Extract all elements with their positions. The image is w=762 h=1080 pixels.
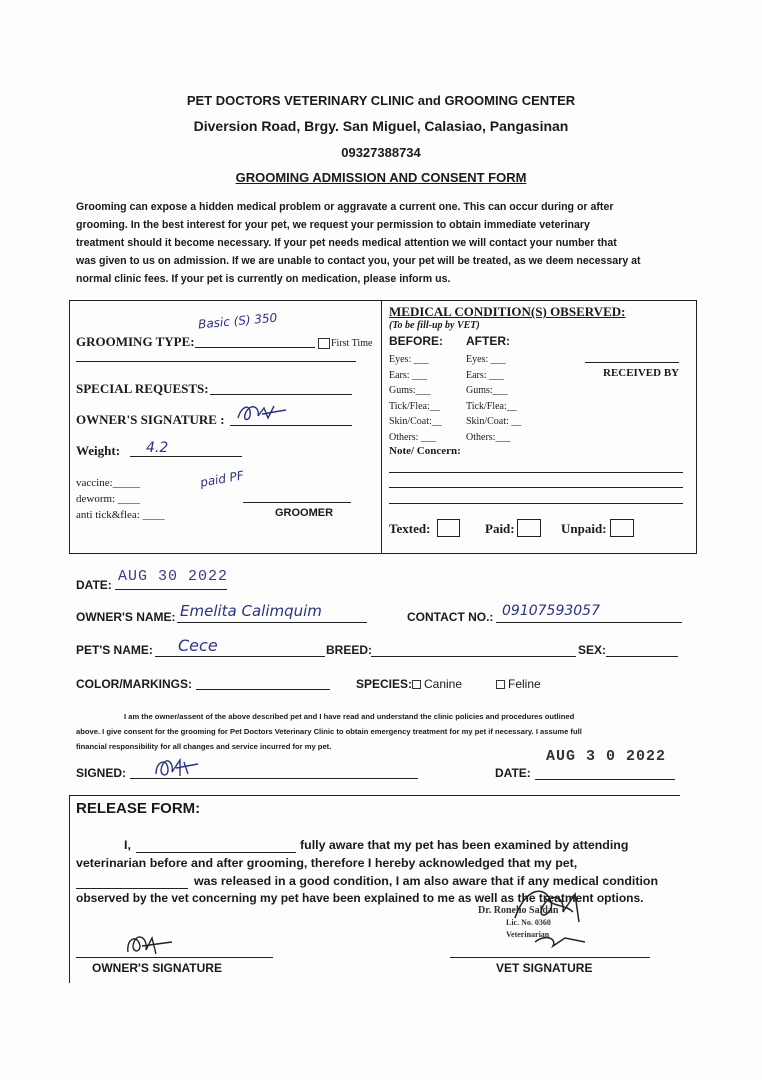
owner-name-value[interactable]: Emelita Calimquim bbox=[180, 602, 322, 620]
after-others[interactable]: Others:___ bbox=[466, 431, 511, 443]
grooming-extra-line bbox=[76, 361, 356, 362]
consent-line: I am the owner/assent of the above described pet and I have read and understand the clinic policies and procedures outlined bbox=[124, 712, 575, 721]
intro-line: grooming. In the best interest for your pet, we request your permission to obtain immediate veterinary bbox=[76, 219, 590, 231]
date-line bbox=[115, 589, 227, 590]
note-line-3[interactable] bbox=[389, 503, 683, 504]
after-list bbox=[466, 352, 521, 446]
contact-line bbox=[496, 622, 682, 623]
note-line-2[interactable] bbox=[389, 487, 683, 488]
before-eyes[interactable]: Eyes: ___ bbox=[389, 354, 429, 365]
intro-paragraph bbox=[76, 198, 696, 288]
color-markings-label: COLOR/MARKINGS: bbox=[76, 677, 192, 691]
after-gums[interactable]: Gums:___ bbox=[466, 385, 508, 397]
owner-name-line bbox=[177, 622, 367, 623]
vaccine-label: vaccine:_____ bbox=[76, 477, 141, 489]
date-value[interactable]: AUG 30 2022 bbox=[118, 568, 229, 585]
vet-stamp-title: Veterinarian bbox=[506, 930, 550, 939]
after-eyes[interactable]: Eyes: ___ bbox=[466, 354, 506, 365]
after-skincoat[interactable]: Skin/Coat: __ bbox=[466, 416, 522, 428]
groomer-line[interactable] bbox=[243, 502, 351, 503]
note-concern-label: Note/ Concern: bbox=[389, 445, 461, 457]
before-others[interactable]: Others: ___ bbox=[389, 431, 436, 443]
pet-name-label: PET'S NAME: bbox=[76, 643, 153, 657]
vet-stamp-name: Dr. Ronelio Saldan bbox=[478, 905, 559, 916]
intro-line: was given to us on admission. If we are unable to contact you, your pet will be treated, as we deem necessary at bbox=[76, 255, 641, 267]
pet-name-line bbox=[155, 656, 325, 657]
feline-checkbox[interactable] bbox=[496, 680, 505, 689]
deworm-label: deworm: ____ bbox=[76, 493, 140, 505]
vet-signature-scribble bbox=[505, 878, 595, 958]
before-ears[interactable]: Ears: ___ bbox=[389, 369, 428, 381]
intro-line: treatment should it become necessary. If your pet needs medical attention we will contact your number that bbox=[76, 237, 617, 249]
intro-line: Grooming can expose a hidden medical problem or aggravate a current one. This can occur during or after bbox=[76, 201, 614, 213]
after-label: AFTER: bbox=[466, 334, 510, 348]
color-markings-line[interactable] bbox=[196, 689, 330, 690]
texted-checkbox[interactable] bbox=[437, 519, 460, 537]
after-tickflea[interactable]: Tick/Flea:__ bbox=[466, 400, 517, 412]
special-requests-label: SPECIAL REQUESTS: bbox=[76, 381, 209, 396]
after-ears[interactable]: Ears: ___ bbox=[466, 369, 505, 381]
release-line1-b: fully aware that my pet has been examined by attending bbox=[300, 838, 629, 852]
before-list bbox=[389, 352, 442, 446]
consent-date-value[interactable]: AUG 3 0 2022 bbox=[546, 748, 667, 765]
owner-signature-scribble bbox=[234, 398, 290, 426]
contact-value[interactable]: 09107593057 bbox=[502, 603, 600, 619]
release-pet-name-line[interactable] bbox=[76, 888, 188, 889]
consent-date-line bbox=[535, 779, 675, 780]
paid-note: paid PF bbox=[199, 468, 245, 490]
grooming-type-value[interactable]: Basic (S) 350 bbox=[197, 310, 278, 332]
note-line-1[interactable] bbox=[389, 472, 683, 473]
consent-line: above. I give consent for the grooming for Pet Doctors Veterinary Clinic to obtain emergency treatment for my pet if necessary. I assume full bbox=[76, 727, 582, 736]
grooming-type-label: GROOMING TYPE: bbox=[76, 334, 195, 349]
before-skincoat[interactable]: Skin/Coat:__ bbox=[389, 416, 442, 428]
paid-checkbox[interactable] bbox=[517, 519, 541, 537]
owner-signature-label: OWNER'S SIGNATURE : bbox=[76, 412, 225, 427]
unpaid-label: Unpaid: bbox=[561, 521, 607, 536]
breed-label: BREED: bbox=[326, 643, 373, 657]
sex-line[interactable] bbox=[606, 656, 678, 657]
owner-release-signature-scribble bbox=[120, 928, 176, 960]
release-line3: was released in a good condition, I am also aware that if any medical condition bbox=[194, 874, 659, 888]
grooming-type-line bbox=[195, 347, 315, 348]
feline-label: Feline bbox=[508, 677, 541, 691]
canine-label: Canine bbox=[424, 677, 463, 691]
clinic-phone: 09327388734 bbox=[341, 145, 421, 160]
release-owner-name-line[interactable] bbox=[136, 852, 296, 853]
box-divider bbox=[381, 300, 382, 554]
vet-signature-line[interactable] bbox=[450, 957, 650, 958]
medical-subtitle: (To be fill-up by VET) bbox=[389, 320, 480, 331]
weight-label: Weight: bbox=[76, 443, 121, 458]
sex-label: SEX: bbox=[578, 643, 607, 657]
received-by-label: RECEIVED BY bbox=[603, 367, 680, 379]
signed-scribble bbox=[150, 752, 200, 782]
before-label: BEFORE: bbox=[389, 334, 443, 348]
canine-checkbox[interactable] bbox=[412, 680, 421, 689]
clinic-address: Diversion Road, Brgy. San Miguel, Calasiao, Pangasinan bbox=[193, 118, 569, 134]
owner-name-label: OWNER'S NAME: bbox=[76, 610, 176, 624]
first-time-checkbox[interactable] bbox=[318, 338, 330, 349]
release-line1-a: I, bbox=[124, 838, 131, 852]
medical-title: MEDICAL CONDITION(S) OBSERVED: bbox=[389, 304, 626, 319]
vet-stamp-license: Lic. No. 0360 bbox=[506, 918, 551, 927]
intro-line: normal clinic fees. If your pet is currently on medication, please inform us. bbox=[76, 273, 451, 285]
before-gums[interactable]: Gums:___ bbox=[389, 385, 431, 397]
special-requests-line[interactable] bbox=[210, 394, 352, 395]
release-line4: observed by the vet concerning my pet have been explained to me as well as the treatment options. bbox=[76, 891, 644, 905]
signed-label: SIGNED: bbox=[76, 766, 127, 780]
consent-date-label: DATE: bbox=[495, 766, 531, 780]
release-top-rule bbox=[69, 795, 680, 796]
breed-line[interactable] bbox=[371, 656, 576, 657]
before-tickflea[interactable]: Tick/Flea:__ bbox=[389, 400, 440, 412]
date-label: DATE: bbox=[76, 578, 112, 592]
owner-signature-release-label: OWNER'S SIGNATURE bbox=[92, 961, 222, 975]
form-title: GROOMING ADMISSION AND CONSENT FORM bbox=[235, 170, 527, 185]
weight-value[interactable]: 4.2 bbox=[146, 440, 169, 456]
release-left-rule bbox=[69, 795, 70, 983]
antitick-label: anti tick&flea: ____ bbox=[76, 509, 165, 521]
unpaid-checkbox[interactable] bbox=[610, 519, 634, 537]
species-label: SPECIES: bbox=[356, 677, 413, 691]
consent-line: financial responsibility for all changes and service incurred for my pet. bbox=[76, 742, 332, 751]
first-time-label: First Time bbox=[331, 338, 373, 349]
received-by-line[interactable] bbox=[585, 362, 679, 363]
pet-name-value[interactable]: Cece bbox=[178, 636, 218, 655]
groomer-label: GROOMER bbox=[275, 507, 334, 519]
clinic-name: PET DOCTORS VETERINARY CLINIC and GROOMING CENTER bbox=[186, 93, 576, 108]
contact-label: CONTACT NO.: bbox=[407, 610, 494, 624]
release-title: RELEASE FORM: bbox=[76, 800, 201, 817]
weight-line bbox=[130, 456, 242, 457]
texted-label: Texted: bbox=[389, 521, 431, 536]
paid-label: Paid: bbox=[485, 521, 515, 536]
vet-signature-label: VET SIGNATURE bbox=[496, 961, 593, 975]
release-line2: veterinarian before and after grooming, therefore I hereby acknowledged that my pet, bbox=[76, 856, 578, 870]
